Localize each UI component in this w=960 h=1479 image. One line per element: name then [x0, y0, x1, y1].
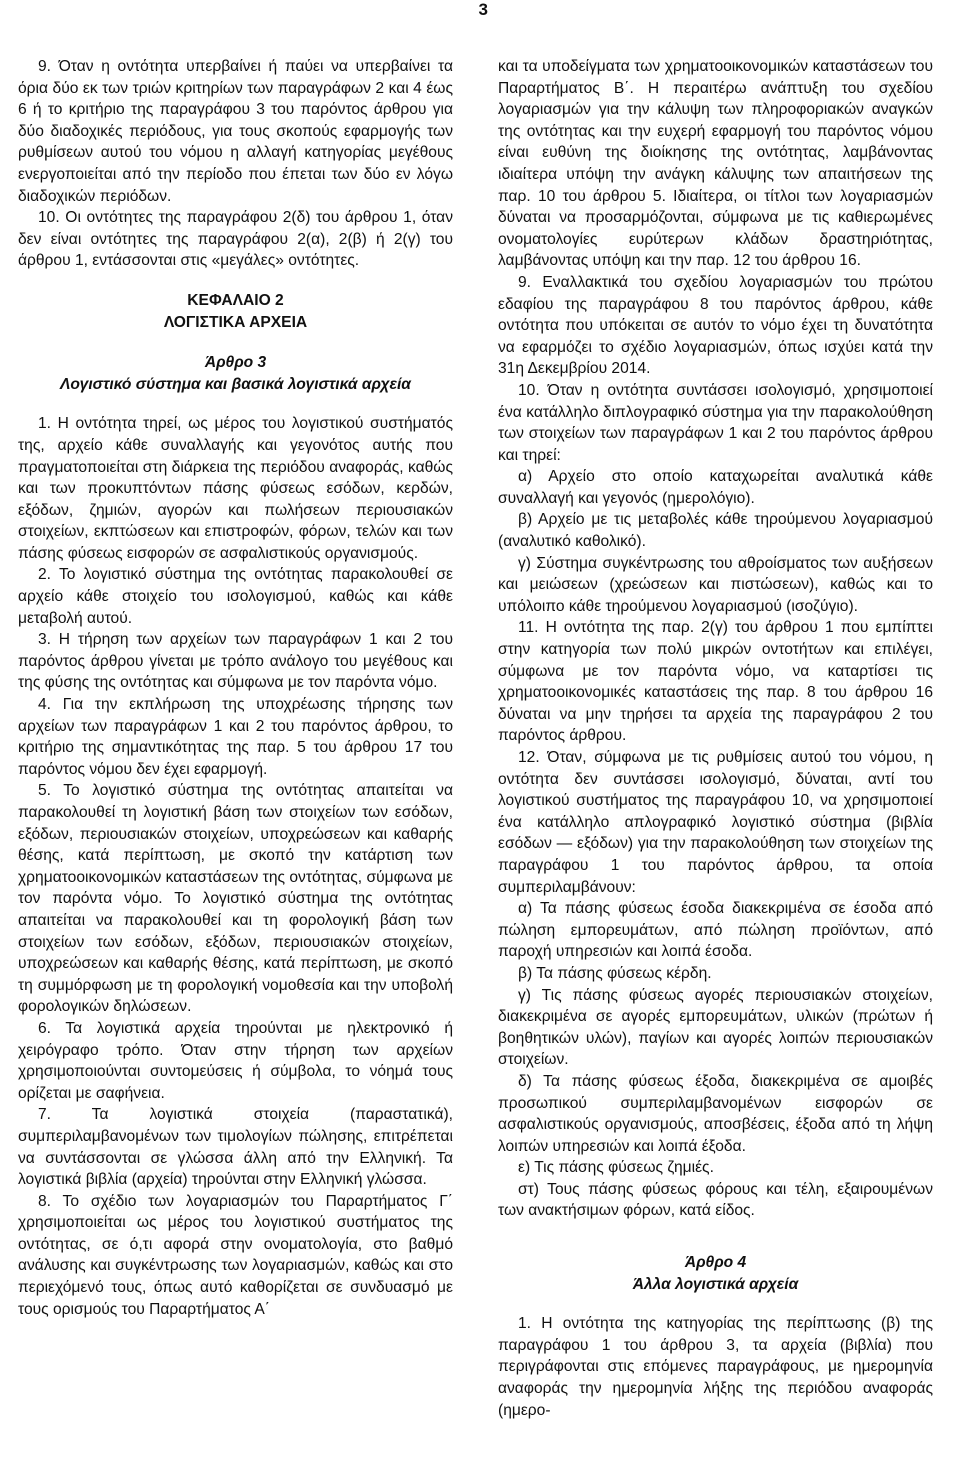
page-number: 3: [478, 0, 488, 19]
paragraph: 8. Το σχέδιο των λογαριασμών του Παραρτήματος Γ΄ χρησιμοποιείται ως μέρος του λογιστικού συστήματος της οντότητας, σε ό,τι αφορά στην ονοματολογία, στο βαθμό ανάλυσης και συγκέντρωσης των λογαριασμών, καθώς και στο περιεχόμενό τους, όπως αυτό καθορίζεται σε συνδυασμό με τους ορισμούς του Παραρτήματος Α΄: [18, 1192, 453, 1318]
paragraph: 7. Τα λογιστικά στοιχεία (παραστατικά), συμπεριλαμβανομένων των τιμολογίων πώλησης, επιτρέπεται να συντάσσονται σε γλώσσα άλλη από την Ελληνική. Τα λογιστικά βιβλία (αρχεία) τηρούνται στην Ελληνική γλώσσα.: [18, 1106, 453, 1189]
paragraph: 4. Για την εκπλήρωση της υποχρέωσης τήρησης των αρχείων των παραγράφων 1 και 2 του παρόντος άρθρου, το κριτήριο της σημαντικότητας της παρ. 5 του άρθρου 17 του παρόντος νόμου δεν έχει εφαρμογή.: [18, 696, 453, 778]
paragraph: 2. Το λογιστικό σύστημα της οντότητας παρακολουθεί σε αρχείο κάθε στοιχείο του ισολογισμού, καθώς και κάθε μεταβολή αυτού.: [18, 566, 453, 627]
paragraph: 10. Όταν η οντότητα συντάσσει ισολογισμό, χρησιμοποιεί ένα κατάλληλο διπλογραφικό σύστημα για την παρακολούθηση των στοιχείων των παραγράφων 1 και 2 του παρόντος άρθρου και τηρεί:: [498, 381, 933, 464]
paragraph: ε) Τις πάσης φύσεως ζημιές.: [518, 1159, 714, 1177]
article-title: Λογιστικό σύστημα και βασικά λογιστικά αρχεία: [60, 375, 411, 393]
chapter-label: ΚΕΦΑΛΑΙΟ 2: [187, 291, 284, 309]
paragraph: δ) Τα πάσης φύσεως έξοδα, διακεκριμένα σε αμοιβές προσωπικού συμπεριλαμβανομένων εισφορών σε ασφαλιστικούς οργανισμούς, αποσβέσεις, έξοδα από τη λήψη λοιπών υπηρεσιών και λοιπά έξοδα.: [498, 1072, 933, 1155]
paragraph: 1. Η οντότητα της κατηγορίας της περίπτωσης (β) της παραγράφου 1 του άρθρου 3, τα αρχεία (βιβλία) που περιγράφονται στις επόμενες παραγράφους, με ημερομηνία αναφοράς την ημερομηνία λήξης της περιόδου αναφοράς (ημερο-: [498, 1315, 933, 1419]
paragraph: 5. Το λογιστικό σύστημα της οντότητας απαιτείται να παρακολουθεί τη λογιστική βάση των στοιχείων των εσόδων, εξόδων, περιουσιακών στοιχείων, υποχρεώσεων και καθαρής θέσης, κατά περίπτωση, με σκοπό την κατάρτιση των χρηματοοικονομικών καταστάσεων της οντότητας, σύμφωνα με τον παρόντα νόμο. Το λογιστικό σύστημα της οντότητας απαιτείται να παρακολουθεί και τη φορολογική βάση των στοιχείων των εσόδων, εξόδων, περιουσιακών στοιχείων, υποχρεώσεων και καθαρής θέσης, κατά περίπτωση, με σκοπό τη συμμόρφωση με τη φορολογική νομοθεσία και την υποβολή φορολογικών δηλώσεων.: [18, 782, 453, 1016]
paragraph: 10. Οι οντότητες της παραγράφου 2(δ) του άρθρου 1, όταν δεν είναι οντότητες της παραγράφου 2(α), 2(β) ή 2(γ) του άρθρου 1, εντάσσονται στις «μεγάλες» οντότητες.: [18, 209, 453, 270]
paragraph: γ) Τις πάσης φύσεως αγορές περιουσιακών στοιχείων, διακεκριμένα σε αγορές εμπορευμάτων, υλικών (πρώτων ή βοηθητικών υλών), παγίων και αγορές λοιπών περιουσιακών στοιχείων.: [498, 986, 933, 1069]
paragraph: 12. Όταν, σύμφωνα με τις ρυθμίσεις αυτού του νόμου, η οντότητα δεν συντάσσει ισολογισμό, δύναται, αντί του λογιστικού συστήματος της παραγράφου 10, να χρησιμοποιεί ένα κατάλληλο απλογραφικό λογιστικό σύστημα (βιβλία εσόδων — εξόδων) για την παρακολούθηση των στοιχείων της παραγράφου 1 του παρόντος άρθρου, τα οποία συμπεριλαμβάνουν:: [498, 749, 933, 896]
paragraph: 9. Εναλλακτικά του σχεδίου λογαριασμών του πρώτου εδαφίου της παραγράφου 8 του παρόντος άρθρου, κάθε οντότητα που υπόκειται σε αυτόν το νόμο έχει τη δυνατότητα να εφαρμόζει το σχέδιο λογαριασμών, όπως ισχύει κατά την 31η Δεκεμβρίου 2014.: [498, 273, 933, 378]
paragraph: 11. Η οντότητα της παρ. 2(γ) του άρθρου 1 που εμπίπτει στην κατηγορία των πολύ μικρών οντοτήτων και επιλέγει, σύμφωνα με τον παρόντα νόμο, να καταρτίσει τις χρηματοοικονομικές καταστάσεις της παρ. 8 του άρθρου 16 δύναται να μην τηρήσει τα αρχεία της παραγράφου 2 του παρόντος άρθρου.: [498, 619, 933, 745]
paragraph: α) Τα πάσης φύσεως έσοδα διακεκριμένα σε έσοδα από πώληση εμπορευμάτων, από πώληση προϊόντων, από παροχή υπηρεσιών και λοιπά έσοδα.: [498, 900, 933, 961]
right-column: [498, 56, 933, 1421]
paragraph: γ) Σύστημα συγκέντρωσης του αθροίσματος των αυξήσεων και μειώσεων (χρεώσεων και πιστώσεων), καθώς και το υπόλοιπο κάθε τηρούμενου λογαριασμού (ισοζύγιο).: [498, 554, 933, 615]
article-label: Άρθρο 4: [684, 1254, 747, 1272]
article-title: Άλλα λογιστικά αρχεία: [632, 1275, 799, 1293]
article-label: Άρθρο 3: [204, 354, 267, 372]
paragraph: 3. Η τήρηση των αρχείων των παραγράφων 1 και 2 του παρόντος άρθρου γίνεται με τρόπο ανάλογο του μεγέθους και της φύσης της οντότητας και σύμφωνα με τον παρόντα νόμο.: [18, 631, 453, 692]
paragraph: β) Τα πάσης φύσεως κέρδη.: [518, 964, 712, 982]
chapter-title: ΛΟΓΙΣΤΙΚΑ ΑΡΧΕΙΑ: [163, 313, 308, 331]
paragraph: 9. Όταν η οντότητα υπερβαίνει ή παύει να υπερβαίνει τα όρια δύο εκ των τριών κριτηρίων των παραγράφων 2 και 4 έως 6 ή το κριτήριο της παραγράφου 3 του παρόντος άρθρου για δύο διαδοχικές περιόδους, για τους σκοπούς εφαρμογής των ρυθμίσεων αυτού του νόμου η αλλαγή κατηγορίας μεγέθους ενεργοποιείται από την περίοδο που έπεται των δύο εν λόγω διαδοχικών περιόδων.: [18, 58, 453, 205]
paragraph: στ) Τους πάσης φύσεως φόρους και τέλη, εξαιρουμένων των ανακτήσιμων φόρων, κατά είδος.: [498, 1180, 933, 1220]
left-column: [18, 56, 453, 1320]
paragraph-continuation: και τα υποδείγματα των χρηματοοικονομικών καταστάσεων του Παραρτήματος Β΄. Η περαιτέρω ανάπτυξη του σχεδίου λογαριασμών για την κάλυψη των πληροφοριακών αναγκών της οντότητας και την ευχερή εφαρμογή του παρόντος νόμου είναι ευθύνη της διοίκησης της οντότητας, λαμβάνοντας ιδιαίτερα υπόψη την ανάγκη κάλυψης των απαιτήσεων της παρ. 10 του άρθρου 5. Ιδιαίτερα, οι τίτλοι των λογαριασμών δύναται να προσαρμόζονται, σύμφωνα με τις καθιερωμένες ονοματολογίες ευρύτερων κλάδων δραστηριότητας, λαμβάνοντας υπόψη και την παρ. 12 του άρθρου 16.: [498, 58, 933, 270]
paragraph: β) Αρχείο με τις μεταβολές κάθε τηρούμενου λογαριασμού (αναλυτικό καθολικό).: [498, 511, 933, 551]
paragraph: 1. Η οντότητα τηρεί, ως μέρος του λογιστικού συστήματός της, αρχείο κάθε συναλλαγής και γεγονότος αυτής που πραγματοποιείται στη διάρκεια της περιόδου αναφοράς, καθώς και των προκυπτόντων πάσης φύσεως εσόδων, κερδών, εξόδων, ζημιών, αγορών και πωλήσεων περιουσιακών στοιχείων, εκπτώσεων και επιστροφών, φόρων, τελών και των πάσης φύσεως εισφορών σε ασφαλιστικούς οργανισμούς.: [18, 415, 453, 562]
paragraph: α) Αρχείο στο οποίο καταχωρείται αναλυτικά κάθε συναλλαγή και γεγονός (ημερολόγιο).: [498, 468, 933, 507]
paragraph: 6. Τα λογιστικά αρχεία τηρούνται με ηλεκτρονικό ή χειρόγραφο τρόπο. Όταν στην τήρηση των αρχείων χρησιμοποιούνται συντομεύσεις ή σύμβολα, το νόημά τους ορίζεται με σαφήνεια.: [18, 1019, 453, 1102]
